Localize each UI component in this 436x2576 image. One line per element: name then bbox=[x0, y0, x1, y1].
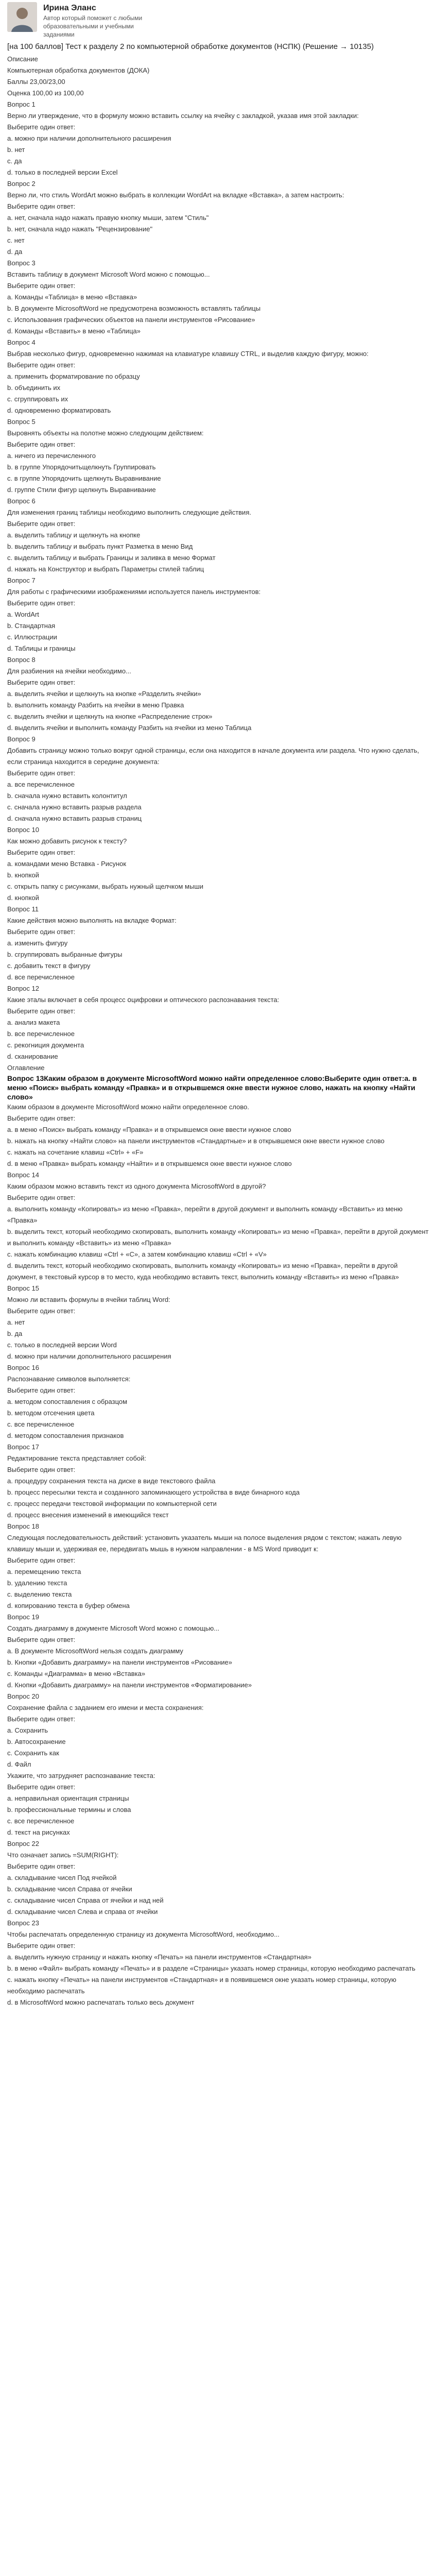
answer-line: Выберите один ответ: bbox=[7, 1307, 76, 1315]
answer-line: c. все перечисленное bbox=[7, 1420, 75, 1429]
answer-line: Вставить таблицу в документ Microsoft Word можно с помощью... bbox=[7, 270, 210, 278]
answer-line: Редактирование текста представляет собой: bbox=[7, 1454, 147, 1463]
answer-line: c. сгруппировать их bbox=[7, 395, 68, 403]
meta-line: Баллы 23,00/23,00 bbox=[7, 77, 65, 86]
meta-line: Оценка 100,00 из 100,00 bbox=[7, 89, 84, 97]
answer-line: a. нет, сначала надо нажать правую кнопку мыши, затем "Стиль" bbox=[7, 213, 209, 222]
answer-line: a. выделить нужную страницу и нажать кнопку «Печать» на панели инструментов «Стандартная» bbox=[7, 1953, 311, 1961]
answer-line: a. ничего из перечисленного bbox=[7, 451, 96, 460]
answer-line: d. Файл bbox=[7, 1760, 31, 1769]
answer-line: c. Использования графических объектов на панели инструментов «Рисование» bbox=[7, 315, 255, 324]
document-meta bbox=[7, 54, 429, 99]
question-block bbox=[7, 99, 429, 178]
answer-line: b. удалению текста bbox=[7, 1579, 67, 1587]
question-line: Вопрос 11 bbox=[7, 905, 39, 913]
answer-line: Выберите один ответ: bbox=[7, 927, 76, 936]
answer-line: a. Команды «Таблица» в меню «Вставка» bbox=[7, 293, 137, 301]
answer-line: Какие эталы включает в себя процесс օцифровки и оптического распознавания текста: bbox=[7, 995, 280, 1004]
question-block bbox=[7, 337, 429, 416]
answer-line: c. складывание чисел Справа от ячейки и над ней bbox=[7, 1896, 164, 1905]
answer-line: a. применить форматирование по образцу bbox=[7, 372, 140, 380]
question-block bbox=[7, 575, 429, 654]
answer-line: d. все перечисленное bbox=[7, 973, 75, 981]
answer-line: c. нет bbox=[7, 236, 25, 244]
answer-line: Верно ли утверждение, что в формулу можно вставить ссылку на ячейку с закладкой, указав имя этой закладки: bbox=[7, 111, 359, 120]
answer-line: a. можно при наличии дополнительного расширения bbox=[7, 134, 171, 142]
answer-line: d. складывание чисел Слева и справа от ячейки bbox=[7, 1908, 158, 1916]
question-line: Вопрос 12 bbox=[7, 984, 39, 992]
question-line: Вопрос 4 bbox=[7, 338, 36, 346]
answer-line: b. сгруппировать выбранные фигуры bbox=[7, 950, 123, 958]
answer-line: c. в группе Упорядочить щелкнуть Выравнивание bbox=[7, 474, 161, 482]
answer-line: c. нажать кнопку «Печать» на панели инструментов «Стандартная» и в появившемся окне указать номер страницы, которую необходимо распечатать bbox=[7, 1976, 396, 1995]
answer-line: d. текст на рисунках bbox=[7, 1828, 70, 1837]
question-line: Оглавление bbox=[7, 1063, 45, 1072]
question-block bbox=[7, 178, 429, 258]
answer-line: c. сначала нужно вставить разрыв раздела bbox=[7, 803, 142, 811]
question-block bbox=[7, 1770, 429, 1838]
question-line: Вопрос 14 bbox=[7, 1171, 39, 1179]
question-line: Вопрос 9 bbox=[7, 735, 36, 743]
questions-list bbox=[7, 99, 429, 1074]
answer-line: b. нажать на кнопку «Найти слово» на панели инструментов «Стандартные» и в открывшемся окне ввести нужное слово bbox=[7, 1137, 385, 1145]
question-block bbox=[7, 1442, 429, 1521]
answer-line: c. выделить ячейки и щелкнуть на кнопке «Распределение строк» bbox=[7, 712, 213, 720]
question-line: Укажите, что затрудняет распознавание текста: bbox=[7, 1772, 155, 1780]
answer-line: d. сканирование bbox=[7, 1052, 58, 1060]
answer-line: d. группе Стили фигур щелкнуть Выравнивание bbox=[7, 485, 156, 494]
answer-line: b. Стандартная bbox=[7, 621, 56, 630]
answer-line: a. командами меню Вставка - Рисунок bbox=[7, 859, 127, 868]
answer-line: b. нет bbox=[7, 145, 25, 154]
answer-line: Выберите один ответ: bbox=[7, 123, 76, 131]
answer-line: c. да bbox=[7, 157, 22, 165]
document-title: [на 100 баллов] Тест к разделу 2 по компьютерной обработке документов (НСПК) (Решение → 10135) bbox=[7, 42, 374, 52]
bold-question-heading: Вопрос 13Каким образом в документе MicrosoftWord можно найти определенное слово:Выберите один ответ:a. в меню «Поиск» выбрать команду «Правка» и в открывшемся окне ввести нужное слово, нажать на кнопку «Найти слово» bbox=[7, 1074, 417, 1101]
answer-line: c. добавить текст в фигуру bbox=[7, 961, 91, 970]
question-block bbox=[7, 734, 429, 824]
question-line: Вопрос 15 bbox=[7, 1284, 39, 1293]
answer-line: Верно ли, что стиль WordArt можно выбрать в коллекции WordArt на вкладке «Вставка», а затем настроить: bbox=[7, 191, 344, 199]
answer-line: c. нажать комбинацию клавиш «Ctrl + «C», а затем комбинацию клавиш «Ctrl + «V» bbox=[7, 1250, 267, 1259]
answer-line: d. можно при наличии дополнительного расширения bbox=[7, 1352, 171, 1361]
question-line: Вопрос 23 bbox=[7, 1919, 39, 1927]
answer-line: Для работы с графическими изображениями используется панель инструментов: bbox=[7, 587, 261, 596]
question-line: Вопрос 8 bbox=[7, 655, 36, 664]
answer-line: Выберите один ответ: bbox=[7, 1783, 76, 1791]
question-block bbox=[7, 1362, 429, 1442]
answer-line: b. нет, сначала надо нажать "Рецензирование" bbox=[7, 225, 153, 233]
answer-line: d. выделить ячейки и выполнить команду Разбить на ячейки из меню Таблица bbox=[7, 723, 252, 732]
answer-line: Выберите один ответ: bbox=[7, 1114, 76, 1123]
answer-line: Для изменения границ таблицы необходимо выполнить следующие действия. bbox=[7, 508, 251, 516]
answer-line: b. в группе Упорядочитьщелкнуть Группировать bbox=[7, 463, 156, 471]
answer-line: Выберите один ответ: bbox=[7, 1386, 76, 1395]
question-block bbox=[7, 1101, 429, 1170]
user-photo-icon bbox=[7, 2, 37, 32]
answer-line: Выберите один ответ: bbox=[7, 202, 76, 210]
answer-line: d. только в последней версии Excel bbox=[7, 168, 118, 176]
answer-line: b. все перечисленное bbox=[7, 1029, 75, 1038]
answer-line: a. в меню «Поиск» выбрать команду «Правка» и в открывшемся окне ввести нужное слово bbox=[7, 1126, 291, 1134]
answer-line: a. методом сопоставления с образцом bbox=[7, 1398, 128, 1406]
question-block bbox=[7, 654, 429, 734]
answer-line: d. Таблицы и границы bbox=[7, 644, 76, 652]
answer-line: d. нажать на Конструктор и выбрать Параметры стилей таблиц bbox=[7, 565, 204, 573]
answer-line: Сохранение файла с заданием его имени и места сохранения: bbox=[7, 1704, 204, 1712]
answer-line: b. объединить их bbox=[7, 383, 61, 392]
answer-line: a. неправильная ориентация страницы bbox=[7, 1794, 129, 1803]
questions-list-continued bbox=[7, 1101, 429, 2008]
answer-line: d. Команды «Вставить» в меню «Таблица» bbox=[7, 327, 141, 335]
question-block bbox=[7, 416, 429, 496]
answer-line: c. выделению текста bbox=[7, 1590, 72, 1599]
answer-line: Создать диаграмму в документе Microsoft Word можно с помощью... bbox=[7, 1624, 220, 1633]
answer-line: c. Сохранить как bbox=[7, 1749, 59, 1757]
answer-line: Выберите один ответ: bbox=[7, 1862, 76, 1871]
answer-line: c. нажать на сочетание клавиш «Ctrl» + «F» bbox=[7, 1148, 144, 1157]
question-line: Вопрос 17 bbox=[7, 1443, 39, 1451]
question-block bbox=[7, 1612, 429, 1691]
answer-line: c. Иллюстрации bbox=[7, 633, 57, 641]
question-line: Вопрос 2 bbox=[7, 179, 36, 188]
answer-line: Выберите один ответ: bbox=[7, 281, 76, 290]
answer-line: Выберите один ответ: bbox=[7, 361, 76, 369]
answer-line: a. выделить таблицу и щелкнуть на кнопке bbox=[7, 531, 141, 539]
answer-line: b. Автосохранение bbox=[7, 1738, 66, 1746]
answer-line: Добавить страницу можно только вокруг одной страницы, если она находится в начале документа или раздела. Что нужно сделать, если страница находится в середине документа: bbox=[7, 746, 420, 766]
author-info bbox=[43, 2, 162, 39]
answer-line: a. Сохранить bbox=[7, 1726, 48, 1735]
question-block bbox=[7, 1838, 429, 1918]
answer-line: b. выделить таблицу и выбрать пункт Разметка в меню Вид bbox=[7, 542, 193, 550]
answer-line: Выберите один ответ: bbox=[7, 599, 76, 607]
question-line: Вопрос 7 bbox=[7, 576, 36, 584]
answer-line: Выберите один ответ: bbox=[7, 678, 76, 686]
answer-line: a. изменить фигуру bbox=[7, 939, 68, 947]
answer-line: a. В документе MicrosoftWord нельзя создать диаграмму bbox=[7, 1647, 183, 1655]
question-block bbox=[7, 904, 429, 983]
answer-line: a. выполнить команду «Копировать» из меню «Правка», перейти в другой документ и выполнить команду «Вставить» из меню «Правка» bbox=[7, 1205, 403, 1225]
question-block bbox=[7, 1918, 429, 2008]
question-block bbox=[7, 1521, 429, 1612]
answer-line: d. копированию текста в буфер обмена bbox=[7, 1602, 130, 1610]
answer-line: b. Кнопки «Добавить диаграмму» на панели инструментов «Рисование» bbox=[7, 1658, 233, 1667]
avatar[interactable] bbox=[7, 2, 37, 32]
question-block bbox=[7, 1691, 429, 1770]
answer-line: b. в меню «Файл» выбрать команду «Печать» и в разделе «Страницы» указать номер страницы, которую необходимо распечатать bbox=[7, 1964, 415, 1973]
question-line: Каким образом в документе MicrosoftWord можно найти определенное слово. bbox=[7, 1103, 249, 1111]
answer-line: a. выделить ячейки и щелкнуть на кнопке «Разделить ячейки» bbox=[7, 689, 201, 698]
question-line: Вопрос 18 bbox=[7, 1522, 39, 1531]
answer-line: a. WordArt bbox=[7, 610, 39, 618]
answer-line: b. процесс пересылки текста и созданного запоминающего устройства в виде бинарного кода bbox=[7, 1488, 300, 1497]
answer-line: a. перемещению текста bbox=[7, 1568, 81, 1576]
answer-line: Выберите один ответ: bbox=[7, 519, 76, 528]
answer-line: a. процедуру сохранения текста на диске в виде текстового файла bbox=[7, 1477, 216, 1485]
answer-line: d. сначала нужно вставить разрыв страниц bbox=[7, 814, 142, 822]
answer-line: b. да bbox=[7, 1330, 23, 1338]
answer-line: d. процесс внесения изменений в имеющийся текст bbox=[7, 1511, 169, 1519]
answer-line: c. процесс передачи текстовой информации по компьютерной сети bbox=[7, 1500, 217, 1508]
answer-line: d. методом сопоставления признаков bbox=[7, 1432, 124, 1440]
author-name[interactable]: Ирина Эланс bbox=[43, 4, 96, 12]
answer-line: b. сначала нужно вставить колонтитул bbox=[7, 791, 127, 800]
question-line: Вопрос 19 bbox=[7, 1613, 39, 1621]
answer-line: c. только в последней версии Word bbox=[7, 1341, 117, 1349]
meta-line: Описание bbox=[7, 55, 38, 63]
answer-line: Выберите один ответ: bbox=[7, 1556, 76, 1565]
answer-line: Выберите один ответ: bbox=[7, 440, 76, 448]
answer-line: Можно ли вставить формулы в ячейки таблиц Word: bbox=[7, 1296, 170, 1304]
answer-line: Каким образом можно вставить текст из одного документа MicrosoftWord в другой? bbox=[7, 1182, 266, 1191]
question-line: Вопрос 22 bbox=[7, 1840, 39, 1848]
answer-line: d. Кнопки «Добавить диаграмму» на панели инструментов «Форматирование» bbox=[7, 1681, 252, 1689]
answer-line: Как можно добавить рисунок к тексту? bbox=[7, 837, 127, 845]
answer-line: c. рекогниция документа bbox=[7, 1041, 84, 1049]
answer-line: Что означает запись =SUM(RIGHT): bbox=[7, 1851, 119, 1859]
question-line: Вопрос 20 bbox=[7, 1692, 39, 1701]
question-block bbox=[7, 496, 429, 575]
answer-line: Выровнять объекты на полотне можно следующим действием: bbox=[7, 429, 204, 437]
answer-line: c. открыть папку с рисунками, выбрать нужный щелчком мыши bbox=[7, 882, 204, 890]
answer-line: b. выполнить команду Разбить на ячейки в меню Правка bbox=[7, 701, 184, 709]
answer-line: Выбрав несколько фигур, одновременно нажимая на клавиатуре клавишу CTRL, и выделив каждую фигуру, можно: bbox=[7, 349, 369, 358]
answer-line: a. все перечисленное bbox=[7, 780, 75, 788]
answer-line: b. профессиональные термины и слова bbox=[7, 1806, 131, 1814]
question-block bbox=[7, 1283, 429, 1362]
answer-line: c. выделить таблицу и выбрать Границы и заливка в меню Формат bbox=[7, 553, 216, 562]
answer-line: d. одновременно форматировать bbox=[7, 406, 111, 414]
answer-line: Выберите один ответ: bbox=[7, 1942, 76, 1950]
answer-line: b. выделить текст, который необходимо скопировать, выполнить команду «Копировать» из меню «Правка», перейти в другой документ и выполнить команду «Вставить» из меню «Правка» bbox=[7, 1228, 429, 1247]
answer-line: d. выделить текст, который необходимо скопировать, выполнить команду «Копировать» из меню «Правка», перейти в другой документ, в текстовый курсор в то место, куда необходимо вставить текст, выполнить команду «Вставить» из меню «Правка» bbox=[7, 1262, 399, 1281]
answer-line: b. кнопкой bbox=[7, 871, 39, 879]
question-block bbox=[7, 824, 429, 904]
answer-line: a. нет bbox=[7, 1318, 25, 1327]
question-line: Вопрос 1 bbox=[7, 100, 36, 108]
answer-line: Выберите один ответ: bbox=[7, 848, 76, 856]
answer-line: Выберите один ответ: bbox=[7, 1715, 76, 1723]
question-line: Вопрос 16 bbox=[7, 1364, 39, 1372]
question-line: Вопрос 6 bbox=[7, 497, 36, 505]
answer-line: d. в MicrosoftWord можно распечатать только весь документ bbox=[7, 1998, 195, 2007]
question-block bbox=[7, 1062, 429, 1074]
answer-line: b. В документе MicrosoftWord не предусмотрена возможность вставлять таблицы bbox=[7, 304, 261, 312]
answer-line: d. кнопкой bbox=[7, 893, 39, 902]
question-block bbox=[7, 1170, 429, 1283]
answer-line: c. все перечисленное bbox=[7, 1817, 75, 1825]
answer-line: Распознавание символов выполняется: bbox=[7, 1375, 131, 1383]
answer-line: a. складывание чисел Под ячейкой bbox=[7, 1874, 117, 1882]
answer-line: b. складывание чисел Справа от ячейки bbox=[7, 1885, 132, 1893]
author-description: Автор который поможет с любыми образовательными и учебными заданиями bbox=[43, 14, 143, 39]
answer-line: d. да bbox=[7, 247, 23, 256]
question-block bbox=[7, 258, 429, 337]
answer-line: a. анализ макета bbox=[7, 1018, 60, 1026]
answer-line: c. Команды «Диаграмма» в меню «Вставка» bbox=[7, 1670, 146, 1678]
author-card bbox=[7, 2, 429, 39]
question-block bbox=[7, 983, 429, 1062]
answer-line: Выберите один ответ: bbox=[7, 769, 76, 777]
answer-line: Выберите один ответ: bbox=[7, 1636, 76, 1644]
answer-line: Выберите один ответ: bbox=[7, 1194, 76, 1202]
meta-line: Компьютерная обработка документов (ДОКА) bbox=[7, 66, 150, 74]
question-line: Вопрос 5 bbox=[7, 417, 36, 426]
answer-line: b. методом отсечения цвета bbox=[7, 1409, 95, 1417]
answer-line: Выберите один ответ: bbox=[7, 1466, 76, 1474]
answer-line: d. в меню «Правка» выбрать команду «Найти» и в открывшемся окне ввести нужное слово bbox=[7, 1160, 292, 1168]
question-line: Вопрос 3 bbox=[7, 259, 36, 267]
answer-line: Следующая последовательность действий: установить указатель мыши на полосе выделения рядом с текстом; нажать левую клавишу мыши и, удерживая ее, передвигать мышь в нужном направлении - в MS Word приводит к: bbox=[7, 1534, 402, 1553]
answer-line: Какие действия можно выполнять на вкладке Формат: bbox=[7, 916, 177, 924]
answer-line: Чтобы распечатать определенную страницу из документа MicrosoftWord, необходимо... bbox=[7, 1930, 280, 1939]
answer-line: Для разбиения на ячейки необходимо... bbox=[7, 667, 131, 675]
question-line: Вопрос 10 bbox=[7, 825, 39, 834]
answer-line: Выберите один ответ: bbox=[7, 1007, 76, 1015]
